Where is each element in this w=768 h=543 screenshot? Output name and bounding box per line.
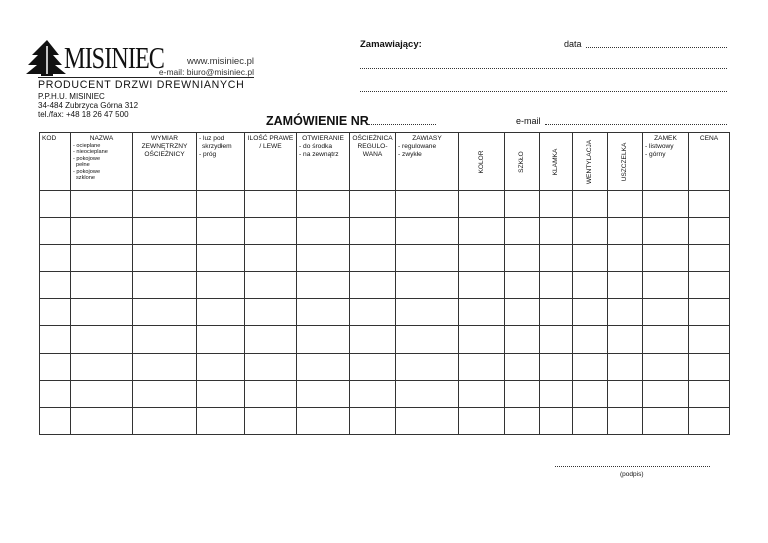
cell-szklo[interactable]	[505, 380, 540, 407]
cell-szklo[interactable]	[505, 326, 540, 353]
cell-oscieznica[interactable]	[350, 218, 396, 245]
ordering-party-line-2[interactable]	[360, 91, 727, 92]
cell-luz[interactable]	[197, 326, 245, 353]
cell-ilosc[interactable]	[245, 380, 297, 407]
col-title: KLAMKA	[552, 148, 559, 175]
signature-field[interactable]	[555, 466, 710, 467]
col-option: pełne	[76, 162, 90, 169]
table-row	[40, 299, 730, 326]
cell-kod[interactable]	[40, 407, 71, 434]
cell-zawiasy[interactable]	[396, 245, 459, 272]
col-title-line2: REGULO-	[357, 143, 388, 150]
cell-zawiasy[interactable]	[396, 299, 459, 326]
col-title: WYMIAR ZEWNĘTRZNY OŚCIEŻNICY	[141, 135, 188, 158]
col-option: - do środka	[299, 143, 332, 150]
date-label: data	[564, 39, 582, 49]
cell-uszczelka[interactable]	[608, 218, 643, 245]
cell-kod[interactable]	[40, 191, 71, 218]
cell-wentylacja[interactable]	[573, 299, 608, 326]
cell-kod[interactable]	[40, 299, 71, 326]
col-option: - ocieplane	[73, 143, 101, 149]
cell-kod[interactable]	[40, 353, 71, 380]
col-option: - górny	[645, 151, 666, 158]
cell-wymiar[interactable]	[133, 380, 197, 407]
table-row	[40, 191, 730, 218]
cell-szklo[interactable]	[505, 272, 540, 299]
cell-uszczelka[interactable]	[608, 245, 643, 272]
table-header-row	[40, 133, 730, 191]
ordering-party-line-1[interactable]	[360, 68, 727, 69]
cell-oscieznica[interactable]	[350, 326, 396, 353]
address-line-street: 34-484 Zubrzyca Górna 312	[38, 101, 139, 110]
cell-wentylacja[interactable]	[573, 272, 608, 299]
cell-klamka[interactable]	[540, 272, 573, 299]
col-title: KOD	[42, 135, 57, 142]
col-option: - próg	[199, 151, 217, 158]
col-title: OŚCIEŻNICA	[352, 135, 393, 142]
order-table-body	[40, 191, 730, 435]
col-option: - pokojowe	[73, 168, 101, 175]
col-option: - zwykłe	[398, 151, 422, 158]
table-row	[40, 272, 730, 299]
col-title: ZAMEK	[654, 135, 677, 142]
col-title: ILOŚĆ PRAWE / LEWE	[247, 135, 294, 150]
cell-uszczelka[interactable]	[608, 272, 643, 299]
cell-kod[interactable]	[40, 380, 71, 407]
table-row	[40, 218, 730, 245]
cell-zawiasy[interactable]	[396, 272, 459, 299]
cell-otwieranie[interactable]	[297, 218, 350, 245]
col-header-uszczelka	[608, 133, 643, 191]
cell-oscieznica[interactable]	[350, 272, 396, 299]
col-header-kod	[40, 133, 71, 191]
col-header-zawiasy	[396, 133, 459, 191]
cell-cena[interactable]	[689, 272, 730, 299]
cell-zawiasy[interactable]	[396, 326, 459, 353]
cell-wymiar[interactable]	[133, 218, 197, 245]
cell-szklo[interactable]	[505, 191, 540, 218]
cell-oscieznica[interactable]	[350, 380, 396, 407]
col-header-zamek	[643, 133, 689, 191]
order-title: ZAMÓWIENIE NR	[266, 114, 369, 128]
cell-klamka[interactable]	[540, 245, 573, 272]
col-header-luz	[197, 133, 245, 191]
cell-zamek[interactable]	[643, 299, 689, 326]
cell-cena[interactable]	[689, 353, 730, 380]
cell-wentylacja[interactable]	[573, 218, 608, 245]
cell-luz[interactable]	[197, 245, 245, 272]
cell-kolor[interactable]	[459, 218, 505, 245]
col-title: NAZWA	[89, 135, 114, 142]
cell-wymiar[interactable]	[133, 299, 197, 326]
col-title: WENTYLACJA	[586, 139, 593, 184]
cell-szklo[interactable]	[505, 218, 540, 245]
col-header-klamka	[540, 133, 573, 191]
cell-wymiar[interactable]	[133, 326, 197, 353]
cell-otwieranie[interactable]	[297, 299, 350, 326]
cell-oscieznica[interactable]	[350, 299, 396, 326]
col-header-kolor	[459, 133, 505, 191]
logo-divider	[38, 77, 254, 78]
cell-klamka[interactable]	[540, 326, 573, 353]
col-option: - listwowy	[645, 143, 674, 150]
col-header-ilosc	[245, 133, 297, 191]
cell-szklo[interactable]	[505, 407, 540, 434]
cell-luz[interactable]	[197, 353, 245, 380]
cell-otwieranie[interactable]	[297, 380, 350, 407]
cell-zamek[interactable]	[643, 353, 689, 380]
cell-zamek[interactable]	[643, 407, 689, 434]
cell-luz[interactable]	[197, 218, 245, 245]
cell-kolor[interactable]	[459, 191, 505, 218]
signature-label: (podpis)	[620, 471, 644, 478]
table-row	[40, 407, 730, 434]
cell-nazwa[interactable]	[71, 380, 133, 407]
cell-kod[interactable]	[40, 272, 71, 299]
cell-otwieranie[interactable]	[297, 353, 350, 380]
ordering-party-label: Zamawiający:	[360, 39, 422, 50]
cell-nazwa[interactable]	[71, 407, 133, 434]
address-line-phone: tel./fax: +48 18 26 47 500	[38, 110, 129, 119]
cell-zamek[interactable]	[643, 191, 689, 218]
cell-cena[interactable]	[689, 407, 730, 434]
cell-nazwa[interactable]	[71, 272, 133, 299]
cell-zawiasy[interactable]	[396, 353, 459, 380]
cell-cena[interactable]	[689, 326, 730, 353]
cell-cena[interactable]	[689, 380, 730, 407]
cell-zamek[interactable]	[643, 245, 689, 272]
cell-szklo[interactable]	[505, 353, 540, 380]
cell-klamka[interactable]	[540, 407, 573, 434]
col-header-oscieznica	[350, 133, 396, 191]
cell-szklo[interactable]	[505, 245, 540, 272]
website-text: www.misiniec.pl	[186, 56, 254, 67]
cell-zawiasy[interactable]	[396, 191, 459, 218]
cell-klamka[interactable]	[540, 191, 573, 218]
cell-ilosc[interactable]	[245, 407, 297, 434]
cell-nazwa[interactable]	[71, 353, 133, 380]
cell-oscieznica[interactable]	[350, 245, 396, 272]
col-option: - nieocieplane	[73, 149, 108, 156]
cell-zamek[interactable]	[643, 380, 689, 407]
col-option: - pokojowe	[73, 155, 101, 162]
cell-wymiar[interactable]	[133, 191, 197, 218]
cell-ilosc[interactable]	[245, 299, 297, 326]
email-field[interactable]	[545, 124, 727, 125]
cell-otwieranie[interactable]	[297, 272, 350, 299]
col-header-wymiar	[133, 133, 197, 191]
cell-oscieznica[interactable]	[350, 407, 396, 434]
col-title: CENA	[699, 135, 719, 142]
col-header-cena	[689, 133, 730, 191]
cell-uszczelka[interactable]	[608, 353, 643, 380]
table-row	[40, 353, 730, 380]
col-option: - luz pod	[199, 135, 225, 142]
col-header-nazwa	[71, 133, 133, 191]
cell-kolor[interactable]	[459, 353, 505, 380]
col-title: SZKŁO	[518, 150, 525, 173]
company-email-text: e-mail: biuro@misiniec.pl	[158, 67, 254, 77]
cell-kolor[interactable]	[459, 326, 505, 353]
cell-luz[interactable]	[197, 407, 245, 434]
cell-zawiasy[interactable]	[396, 407, 459, 434]
cell-szklo[interactable]	[505, 299, 540, 326]
company-logo	[26, 40, 164, 76]
cell-cena[interactable]	[689, 218, 730, 245]
cell-cena[interactable]	[689, 245, 730, 272]
order-number-field[interactable]	[368, 124, 436, 125]
cell-zamek[interactable]	[643, 272, 689, 299]
cell-luz[interactable]	[197, 299, 245, 326]
cell-klamka[interactable]	[540, 218, 573, 245]
cell-otwieranie[interactable]	[297, 407, 350, 434]
cell-nazwa[interactable]	[71, 218, 133, 245]
cell-kolor[interactable]	[459, 380, 505, 407]
cell-cena[interactable]	[689, 299, 730, 326]
cell-wymiar[interactable]	[133, 407, 197, 434]
col-header-otwieranie	[297, 133, 350, 191]
cell-uszczelka[interactable]	[608, 299, 643, 326]
cell-wentylacja[interactable]	[573, 326, 608, 353]
cell-wentylacja[interactable]	[573, 245, 608, 272]
cell-otwieranie[interactable]	[297, 245, 350, 272]
cell-wymiar[interactable]	[133, 353, 197, 380]
email-label: e-mail	[516, 116, 541, 126]
cell-uszczelka[interactable]	[608, 191, 643, 218]
cell-uszczelka[interactable]	[608, 326, 643, 353]
cell-nazwa[interactable]	[71, 245, 133, 272]
cell-ilosc[interactable]	[245, 326, 297, 353]
cell-otwieranie[interactable]	[297, 191, 350, 218]
order-table	[39, 132, 730, 435]
cell-wentylacja[interactable]	[573, 353, 608, 380]
cell-wentylacja[interactable]	[573, 407, 608, 434]
cell-ilosc[interactable]	[245, 218, 297, 245]
cell-klamka[interactable]	[540, 353, 573, 380]
cell-ilosc[interactable]	[245, 272, 297, 299]
cell-wentylacja[interactable]	[573, 191, 608, 218]
table-row	[40, 245, 730, 272]
cell-nazwa[interactable]	[71, 299, 133, 326]
cell-zawiasy[interactable]	[396, 218, 459, 245]
cell-uszczelka[interactable]	[608, 380, 643, 407]
col-title: KOLOR	[477, 149, 485, 174]
cell-otwieranie[interactable]	[297, 326, 350, 353]
cell-zawiasy[interactable]	[396, 380, 459, 407]
address-line-company: P.P.H.U. MISINIEC	[38, 92, 105, 101]
cell-nazwa[interactable]	[71, 326, 133, 353]
cell-kolor[interactable]	[459, 272, 505, 299]
col-title: USZCZELKA	[621, 142, 628, 181]
cell-wymiar[interactable]	[133, 245, 197, 272]
cell-kod[interactable]	[40, 218, 71, 245]
cell-ilosc[interactable]	[245, 353, 297, 380]
cell-luz[interactable]	[197, 380, 245, 407]
date-field[interactable]	[586, 47, 727, 48]
col-option: - na zewnątrz	[299, 151, 339, 158]
cell-oscieznica[interactable]	[350, 191, 396, 218]
col-title-line3: WANA	[362, 151, 383, 158]
cell-cena[interactable]	[689, 191, 730, 218]
table-row	[40, 380, 730, 407]
logo-wordmark: MISINIEC	[64, 40, 164, 75]
col-title: ZAWIASY	[412, 135, 442, 142]
cell-kod[interactable]	[40, 245, 71, 272]
cell-kolor[interactable]	[459, 407, 505, 434]
cell-uszczelka[interactable]	[608, 407, 643, 434]
cell-luz[interactable]	[197, 272, 245, 299]
col-title: OTWIERANIE	[302, 135, 344, 142]
cell-kolor[interactable]	[459, 299, 505, 326]
col-header-wentylacja	[573, 133, 608, 191]
col-option: szklone	[76, 175, 95, 182]
cell-wymiar[interactable]	[133, 272, 197, 299]
cell-luz[interactable]	[197, 191, 245, 218]
table-row	[40, 326, 730, 353]
cell-zamek[interactable]	[643, 218, 689, 245]
cell-nazwa[interactable]	[71, 191, 133, 218]
cell-ilosc[interactable]	[245, 245, 297, 272]
cell-klamka[interactable]	[540, 299, 573, 326]
col-header-szklo	[505, 133, 540, 191]
cell-zamek[interactable]	[643, 326, 689, 353]
company-tagline: PRODUCENT DRZWI DREWNIANYCH	[38, 79, 245, 91]
tree-logo-icon	[26, 40, 66, 76]
cell-klamka[interactable]	[540, 380, 573, 407]
cell-oscieznica[interactable]	[350, 353, 396, 380]
cell-ilosc[interactable]	[245, 191, 297, 218]
cell-wentylacja[interactable]	[573, 380, 608, 407]
col-option: skrzydłem	[202, 143, 232, 150]
cell-kod[interactable]	[40, 326, 71, 353]
cell-kolor[interactable]	[459, 245, 505, 272]
col-option: - regulowane	[398, 143, 437, 150]
